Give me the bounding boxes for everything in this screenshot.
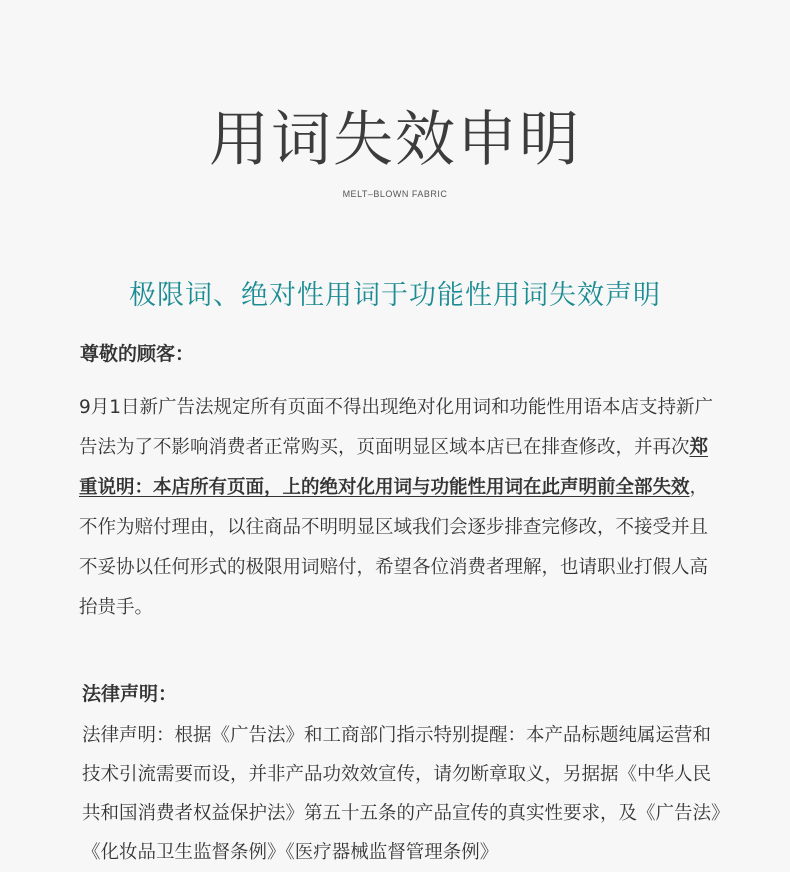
notice-text-before: 9月1日新广告法规定所有页面不得出现绝对化用词和功能性用语本店支持新广告法为了不影响消费者正常购买，页面明显区域本店已在排查修改，并再次 [79,397,714,458]
legal-title: 法律声明： [82,683,178,705]
notice-emphasis: 郑重说明：本店所有页面，上的绝对化用词与功能性用词在此声明前全部失效 [79,437,709,498]
legal-paragraph: 法律声明：根据《广告法》和工商部门指示特别提醒：本产品标题纯属运营和技术引流需要而设，并非产品功效效宣传，请勿断章取义，另据据《中华人民共和国消费者权益保护法》第五十五条的产品宣传的真实性要求，及《广告法》《化妆品卫生监督条例》《医疗器械监督管理条例》 [82,725,721,863]
greeting: 尊敬的顾客： [80,343,195,365]
page-subtitle: MELT–BLOWN FABRIC [342,189,448,199]
notice-paragraph [79,388,719,628]
section-heading: 极限词、绝对性用词于功能性用词失效声明 [129,280,661,311]
notice-text-after: ，不作为赔付理由，以往商品不明明显区域我们会逐步排查完修改，不接受并且不妥协以任何形式的极限用词赔付，希望各位消费者理解，也请职业打假人高抬贵手。 [79,477,709,618]
page-title: 用词失效申明 [209,105,581,175]
